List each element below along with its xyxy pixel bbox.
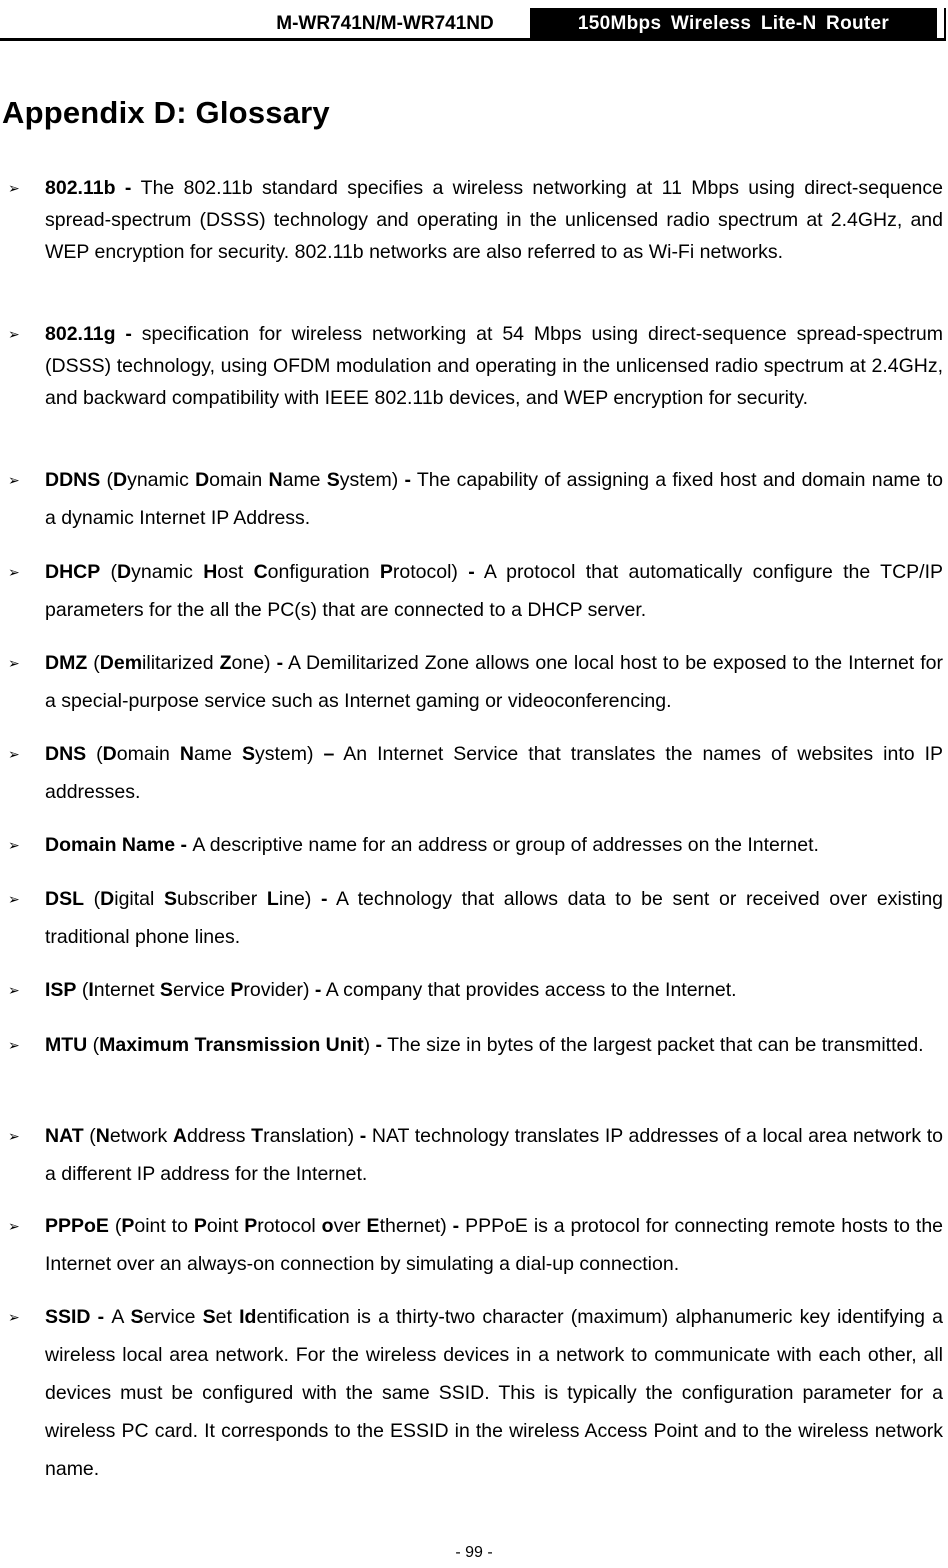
term-bold-text: Domain Name -: [45, 834, 193, 856]
entry-text: [45, 177, 943, 263]
definition-text: ervice: [172, 979, 231, 1001]
definition-text: ilitarized: [142, 652, 220, 674]
term-bold-text: 802.11b -: [45, 177, 141, 199]
term-bold-text: Maximum Transmission Unit: [99, 1034, 364, 1056]
definition-text: An Internet Service that translates the names of websites into IP addresses.: [45, 743, 944, 803]
term-bold-text: ISP: [45, 979, 77, 1001]
term-bold-text: -: [375, 1034, 382, 1056]
term-bold-text: S: [159, 979, 173, 1001]
bullet-arrow-icon: ➢: [8, 982, 20, 998]
definition-text: NAT technology translates IP addresses of a local area network to a different IP address for the Internet.: [45, 1125, 943, 1185]
definition-text: onfiguration: [267, 561, 380, 583]
definition-text: omain: [209, 469, 269, 491]
glossary-entry-mtu: [8, 1026, 943, 1064]
bullet-arrow-icon: ➢: [8, 891, 20, 907]
definition-text: ver: [333, 1215, 367, 1237]
definition-text: omain: [116, 743, 180, 765]
definition-text: (: [87, 652, 100, 674]
definition-text: (: [100, 469, 113, 491]
term-bold-text: Id: [239, 1306, 257, 1328]
definition-text: ame: [193, 743, 242, 765]
bullet-arrow-icon: ➢: [8, 1128, 20, 1144]
definition-text: (: [86, 743, 103, 765]
definition-text: oint: [206, 1215, 245, 1237]
bullet-arrow-icon: ➢: [8, 472, 20, 488]
definition-text: ystem): [339, 469, 405, 491]
definition-text: A company that provides access to the Internet.: [321, 979, 737, 1001]
entry-text: [45, 743, 943, 803]
definition-text: A technology that allows data to be sent or received over existing traditional phone lines.: [45, 888, 944, 948]
term-bold-text: N: [95, 1125, 110, 1147]
term-bold-text: D: [117, 561, 132, 583]
term-bold-text: De: [99, 652, 125, 674]
entry-text: [45, 834, 819, 856]
term-bold-text: L: [266, 888, 279, 910]
term-bold-text: DDNS: [45, 469, 101, 491]
definition-text: ervice: [143, 1306, 203, 1328]
term-bold-text: DNS: [45, 743, 87, 765]
page-number: - 99 -: [455, 1544, 493, 1561]
glossary-entry-dsl: [8, 880, 944, 956]
definition-text: (: [87, 1034, 100, 1056]
term-bold-text: o: [321, 1215, 334, 1237]
bullet-arrow-icon: ➢: [8, 326, 20, 342]
entry-text: [45, 323, 943, 409]
bullet-arrow-icon: ➢: [8, 746, 20, 762]
term-bold-text: S: [241, 743, 255, 765]
term-bold-text: -: [468, 561, 475, 583]
term-bold-text: DSL: [45, 888, 84, 910]
term-bold-text: DHCP: [45, 561, 101, 583]
term-bold-text: P: [121, 1215, 135, 1237]
term-bold-text: C: [253, 561, 268, 583]
definition-text: The size in bytes of the largest packet that can be transmitted.: [382, 1034, 924, 1056]
term-bold-text: D: [195, 469, 210, 491]
definition-text: rotocol): [392, 561, 469, 583]
definition-text: thernet): [379, 1215, 453, 1237]
bullet-arrow-icon: ➢: [8, 655, 20, 671]
definition-text: The 802.11b standard specifies a wireless networking at 11 Mbps using direct-sequence spread-spectrum (DSSS) technology and operating in the unlicensed radio spectrum at 2.4GHz, and WEP encryption for security. 802.11b networks are also referred to as Wi-Fi networks.: [45, 177, 943, 263]
definition-text: ddress: [187, 1125, 252, 1147]
glossary-entry-802-11g: [8, 318, 943, 414]
term-bold-text: MTU: [45, 1034, 88, 1056]
entry-text: [45, 979, 737, 1001]
term-bold-text: E: [366, 1215, 380, 1237]
definition-text: nternet: [93, 979, 160, 1001]
entry-text: [45, 1125, 943, 1185]
term-bold-text: Z: [219, 652, 232, 674]
term-bold-text: P: [230, 979, 244, 1001]
definition-text: oint to: [134, 1215, 194, 1237]
term-bold-text: H: [203, 561, 218, 583]
term-bold-text: A: [172, 1125, 188, 1147]
definition-text: A descriptive name for an address or group of addresses on the Internet.: [192, 834, 819, 856]
term-bold-text: N: [179, 743, 194, 765]
definition-text: A protocol that automatically configure the TCP/IP parameters for the all the PC(s) that are connected to a DHCP server.: [45, 561, 943, 621]
definition-text: ost: [217, 561, 254, 583]
header-model: M-WR741N/M-WR741ND: [276, 13, 494, 34]
term-bold-text: m: [124, 652, 143, 674]
term-bold-text: -: [320, 888, 328, 910]
entry-text: [45, 469, 943, 529]
term-bold-text: SSID -: [45, 1306, 112, 1328]
definition-text: etwork: [109, 1125, 173, 1147]
definition-text: rovider): [243, 979, 315, 1001]
bullet-arrow-icon: ➢: [8, 837, 20, 853]
definition-text: one): [231, 652, 277, 674]
definition-text: ine): [278, 888, 321, 910]
definition-text: rotocol: [257, 1215, 322, 1237]
term-bold-text: S: [326, 469, 340, 491]
definition-text: et: [215, 1306, 240, 1328]
term-bold-text: -: [359, 1125, 367, 1147]
term-bold-text: P: [379, 561, 393, 583]
page-title: Appendix D: Glossary: [2, 95, 330, 130]
glossary-entry-802-11b: [8, 172, 943, 268]
glossary-entry-domain-name: [8, 826, 943, 864]
entry-text: [45, 1215, 943, 1275]
term-bold-text: -: [276, 652, 284, 674]
bullet-arrow-icon: ➢: [8, 564, 20, 580]
page-header: [0, 8, 946, 41]
term-bold-text: 802.11g -: [45, 323, 142, 345]
definition-text: (: [76, 979, 89, 1001]
entry-text: [45, 1306, 943, 1480]
term-bold-text: -: [404, 469, 411, 491]
term-bold-text: P: [193, 1215, 207, 1237]
header-product: 150Mbps Wireless Lite-N Router: [530, 8, 937, 38]
term-bold-text: -: [314, 979, 322, 1001]
header-edge-mark: [944, 8, 946, 38]
term-bold-text: D: [112, 469, 128, 491]
glossary-entry-isp: [8, 971, 943, 1009]
definition-text: ranslation): [263, 1125, 360, 1147]
term-bold-text: S: [130, 1306, 144, 1328]
glossary-entry-nat: [8, 1117, 943, 1193]
bullet-arrow-icon: ➢: [8, 1037, 20, 1053]
definition-text: ): [363, 1034, 376, 1056]
term-bold-text: D: [102, 743, 117, 765]
definition-text: PPPoE is a protocol for connecting remote hosts to the Internet over an always-on connection by simulating a dial-up connection.: [45, 1215, 944, 1275]
term-bold-text: S: [202, 1306, 216, 1328]
glossary-entry-ssid: [8, 1298, 943, 1488]
entry-text: [45, 561, 943, 621]
entry-text: [45, 1034, 924, 1056]
term-bold-text: I: [88, 979, 94, 1001]
definition-text: ynamic: [131, 561, 204, 583]
term-bold-text: DMZ: [45, 652, 88, 674]
term-bold-text: D: [100, 888, 115, 910]
entry-text: [45, 888, 943, 948]
definition-text: igital: [114, 888, 165, 910]
definition-text: specification for wireless networking at 54 Mbps using direct-sequence spread-spectrum (DSSS) technology, using OFDM modulation and operating in the unlicensed radio spectrum at 2.4GHz, and backward compatibility with IEEE 802.11b devices, and WEP encryption for security.: [45, 323, 943, 409]
definition-text: The capability of assigning a fixed host and domain name to a dynamic Internet IP Address.: [45, 469, 943, 529]
term-bold-text: S: [164, 888, 178, 910]
definition-text: ynamic: [127, 469, 196, 491]
definition-text: entification is a thirty-two character (maximum) alphanumeric key identifying a wireless local area network. For the wireless devices in a network to communicate with each other, all devices must be configured with the same SSID. This is typically the configuration parameter for a wireless PC card. It corresponds to the ESSID in the wireless Access Point and to the wireless network name.: [45, 1306, 943, 1480]
entry-text: [45, 652, 943, 712]
glossary-entry-ddns: [8, 461, 943, 537]
bullet-arrow-icon: ➢: [8, 1309, 20, 1325]
definition-text: A: [111, 1306, 131, 1328]
bullet-arrow-icon: ➢: [8, 180, 20, 196]
term-bold-text: –: [323, 743, 335, 765]
glossary-entry-pppoe: [8, 1207, 944, 1283]
term-bold-text: -: [452, 1215, 460, 1237]
term-bold-text: PPPoE: [45, 1215, 109, 1237]
definition-text: (: [84, 888, 101, 910]
definition-text: (: [83, 1125, 96, 1147]
glossary-entry-dns: [8, 735, 944, 811]
definition-text: ubscriber: [177, 888, 267, 910]
definition-text: A Demilitarized Zone allows one local host to be exposed to the Internet for a special-purpose service such as Internet gaming or videoconferencing.: [45, 652, 943, 712]
glossary-entry-dmz: [8, 644, 943, 720]
term-bold-text: P: [244, 1215, 258, 1237]
definition-text: ame: [282, 469, 327, 491]
term-bold-text: NAT: [45, 1125, 84, 1147]
glossary-entry-dhcp: [8, 553, 943, 629]
definition-text: (: [100, 561, 118, 583]
definition-text: ystem): [254, 743, 324, 765]
definition-text: (: [108, 1215, 122, 1237]
term-bold-text: T: [251, 1125, 264, 1147]
term-bold-text: N: [268, 469, 283, 491]
bullet-arrow-icon: ➢: [8, 1218, 20, 1234]
